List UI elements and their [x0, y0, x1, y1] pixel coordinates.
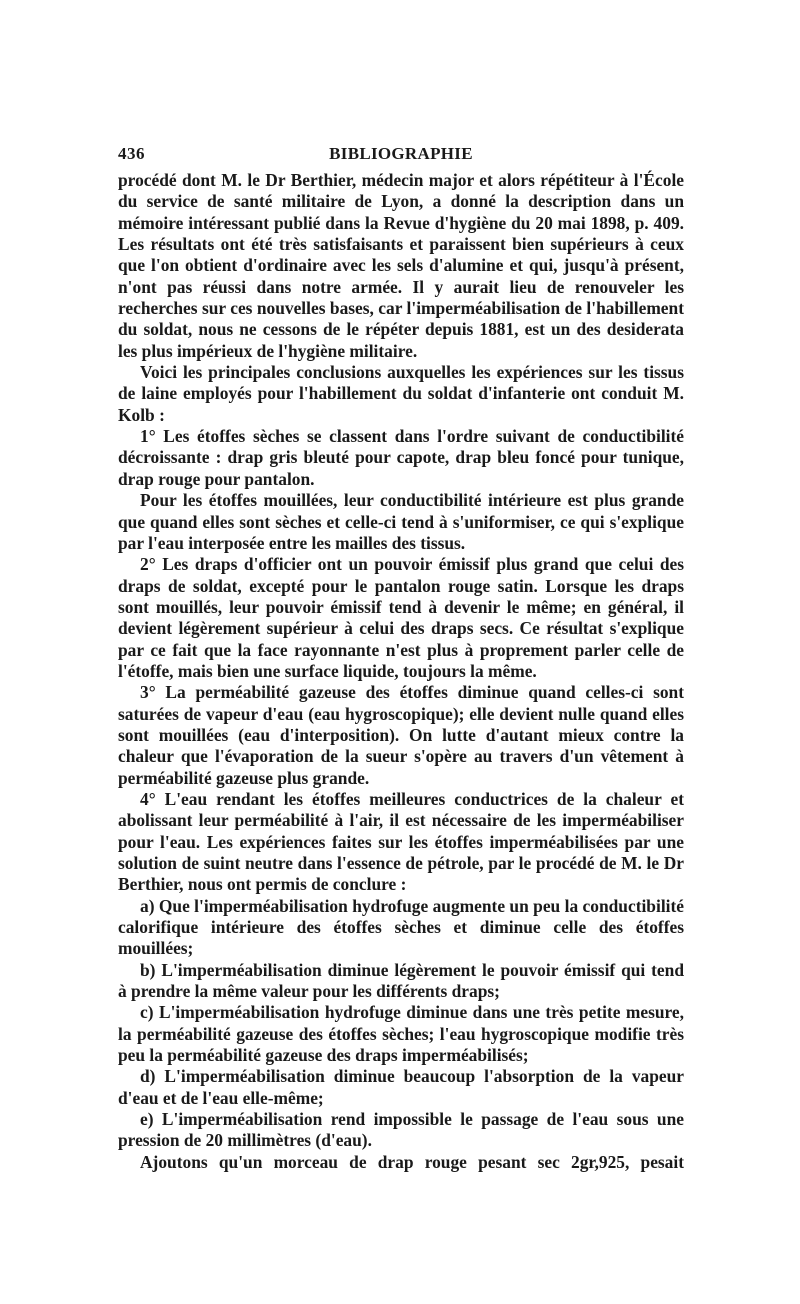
paragraph-point-2: 2° Les draps d'officier ont un pouvoir émissif plus grand que celui des draps de soldat, excepté pour le pantalon rouge satin. Lorsque les draps sont mouillés, leur pouvoir émissif tend à devenir le même; en général, il devient légèrement supérieur à celui des draps secs. Ce résultat s'explique par ce fait que la face rayonnante n'est plus à proprement parler celle de l'étoffe, mais bien une surface liquide, toujours la même.	[118, 554, 684, 681]
paragraph-item-a: a) Que l'imperméabilisation hydrofuge augmente un peu la conductibilité calorifique intérieure des étoffes sèches et diminue celle des étoffes mouillées;	[118, 895, 684, 959]
body-text	[118, 170, 684, 1173]
paragraph-point-3: 3° La perméabilité gazeuse des étoffes diminue quand celles-ci sont saturées de vapeur d'eau (eau hygroscopique); elle devient nulle quand elles sont mouillées (eau d'interposition). On lutte d'autant mieux contre la chaleur que l'évaporation de la sueur s'opère au travers d'un vêtement à perméabilité gazeuse plus grande.	[118, 682, 684, 788]
running-head: BIBLIOGRAPHIE	[329, 144, 473, 163]
paragraph-item-d: d) L'imperméabilisation diminue beaucoup l'absorption de la vapeur d'eau et de l'eau elle-même;	[118, 1066, 684, 1108]
paragraph-continuation: procédé dont M. le Dr Berthier, médecin major et alors répétiteur à l'École du service de santé militaire de Lyon, a donné la description dans un mémoire intéressant publié dans la Revue d'hygiène du 20 mai 1898, p. 409. Les résultats ont été très satisfaisants et paraissent bien supérieurs à ceux que l'on obtient d'ordinaire avec les sels d'alumine et qui, jusqu'à présent, n'ont pas réussi dans notre armée. Il y aurait lieu de renouveler les recherches sur ces nouvelles bases, car l'imperméabilisation de l'habillement du soldat, nous ne cessons de le répéter depuis 1881, est un des desiderata les plus impérieux de l'hygiène militaire.	[118, 170, 684, 361]
paragraph-point-1: 1° Les étoffes sèches se classent dans l'ordre suivant de conductibilité décroissante : drap gris bleuté pour capote, drap bleu foncé pour tunique, drap rouge pour pantalon.	[118, 426, 684, 489]
page-number: 436	[118, 144, 145, 163]
paragraph-item-c: c) L'imperméabilisation hydrofuge diminue dans une très petite mesure, la perméabilité gazeuse des étoffes sèches; l'eau hygroscopique modifie très peu la perméabilité gazeuse des draps imperméabilisés;	[118, 1002, 684, 1066]
paragraph-conclusions-intro: Voici les principales conclusions auxquelles les expériences sur les tissus de laine employés pour l'habillement du soldat d'infanterie ont conduit M. Kolb :	[118, 362, 684, 425]
paragraph-final-line: Ajoutons qu'un morceau de drap rouge pesant sec 2gr,925, pesait	[140, 1151, 684, 1172]
paragraph-point-4: 4° L'eau rendant les étoffes meilleures conductrices de la chaleur et abolissant leur perméabilité à l'air, il est nécessaire de les imperméabiliser pour l'eau. Les expériences faites sur les étoffes imperméabilisées par une solution de suint neutre dans l'essence de pétrole, par le procédé de M. le Dr Berthier, nous ont permis de conclure :	[118, 788, 684, 895]
paragraph-item-b: b) L'imperméabilisation diminue légèrement le pouvoir émissif qui tend à prendre la même valeur pour les différents draps;	[118, 959, 684, 1002]
page-header	[118, 140, 684, 166]
paragraph-wet-fabrics: Pour les étoffes mouillées, leur conductibilité intérieure est plus grande que quand elles sont sèches et celle-ci tend à s'uniformiser, ce qui s'explique par l'eau interposée entre les mailles des tissus.	[118, 490, 684, 553]
book-page	[118, 140, 684, 1173]
paragraph-item-e: e) L'imperméabilisation rend impossible le passage de l'eau sous une pression de 20 millimètres (d'eau).	[118, 1109, 684, 1151]
